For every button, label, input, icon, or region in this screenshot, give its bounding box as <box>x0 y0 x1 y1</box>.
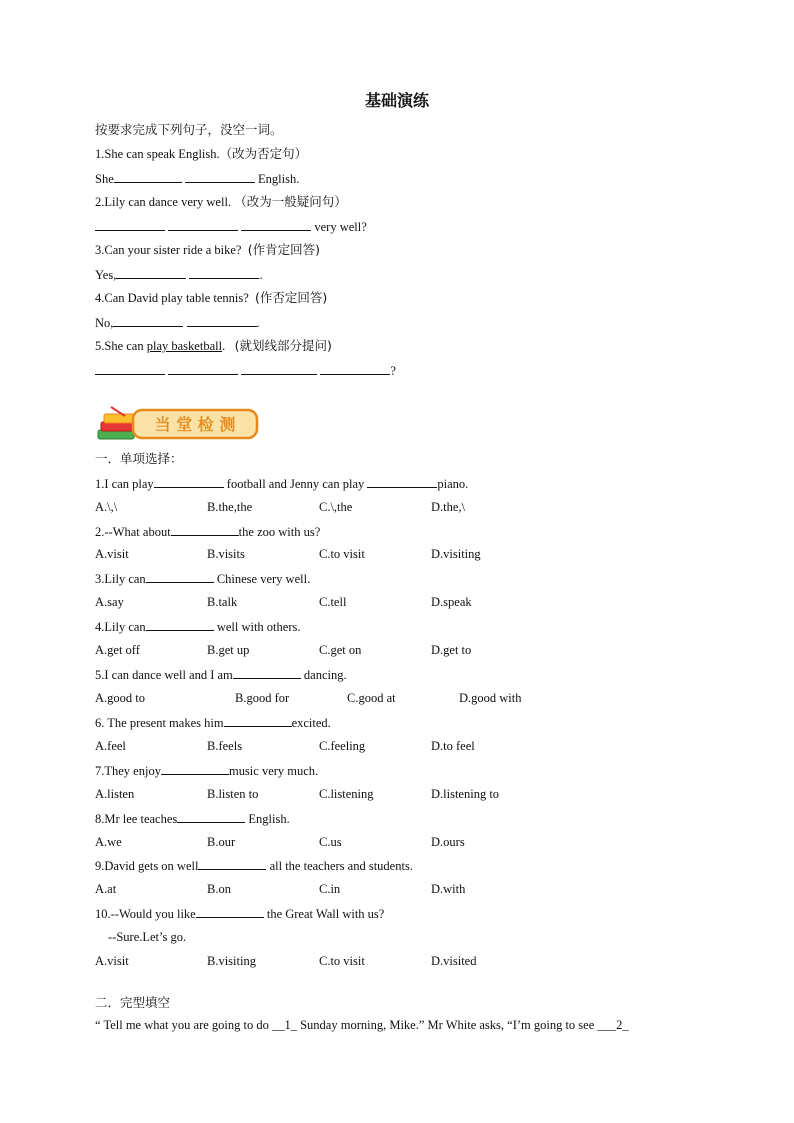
cloze-passage: “ Tell me what you are going to do __1_ Sunday morning, Mike.” Mr White asks, “I’m going to see ___2_ <box>95 1018 629 1032</box>
option-a[interactable]: A.\,\ <box>95 500 118 514</box>
answer-blank[interactable] <box>168 362 238 375</box>
transform-question-3: 3.Can your sister ride a bike? (作肯定回答) <box>95 242 320 257</box>
option-d[interactable]: D.get to <box>431 643 472 657</box>
option-a[interactable]: A.we <box>95 835 122 849</box>
answer-line-2: very well? <box>95 218 367 235</box>
answer-blank[interactable] <box>187 314 257 327</box>
transform-question-1: 1.She can speak English.（改为否定句） <box>95 146 308 161</box>
option-a[interactable]: A.listen <box>95 787 135 801</box>
option-a[interactable]: A.get off <box>95 643 140 657</box>
option-c[interactable]: C.in <box>319 882 341 896</box>
mc-question-10: 10.--Would you like the Great Wall with us? <box>95 907 385 921</box>
answer-blank[interactable] <box>146 618 214 631</box>
answer-blank[interactable] <box>95 218 165 231</box>
answer-line-3: Yes, . <box>95 268 263 282</box>
option-d[interactable]: D.the,\ <box>431 500 466 514</box>
answer-blank[interactable] <box>241 362 317 375</box>
answer-blank[interactable] <box>189 266 259 279</box>
answer-blank[interactable] <box>177 810 245 823</box>
mc-question-3: 3.Lily can Chinese very well. <box>95 572 311 586</box>
answer-blank[interactable] <box>95 362 165 375</box>
answer-blank[interactable] <box>185 170 255 183</box>
answer-line-1: She English. <box>95 172 300 186</box>
option-c[interactable]: C.us <box>319 835 342 849</box>
mc-question-2: 2.--What about the zoo with us? <box>95 525 321 539</box>
option-c[interactable]: C.tell <box>319 595 347 609</box>
option-a[interactable]: A.visit <box>95 954 129 968</box>
option-c[interactable]: C.good at <box>347 691 396 705</box>
mc-question-1: 1.I can play football and Jenny can play piano. <box>95 477 469 491</box>
option-d[interactable]: D.good with <box>459 691 522 705</box>
answer-blank[interactable] <box>168 218 238 231</box>
answer-blank[interactable] <box>241 218 311 231</box>
option-c[interactable]: C.to visit <box>319 547 365 561</box>
option-b[interactable]: B.feels <box>207 739 243 753</box>
instructions: 按要求完成下列句子，没空一词。 <box>95 122 283 137</box>
transform-question-5: 5.She can play basketball. (就划线部分提问) <box>95 338 332 353</box>
answer-blank[interactable] <box>154 475 224 488</box>
answer-blank[interactable] <box>146 570 214 583</box>
option-b[interactable]: B.listen to <box>207 787 259 801</box>
mc-question-5: 5.I can dance well and I am dancing. <box>95 668 347 682</box>
answer-blank[interactable] <box>114 170 182 183</box>
option-b[interactable]: B.good for <box>235 691 290 705</box>
option-d[interactable]: D.with <box>431 882 466 896</box>
option-d[interactable]: D.visited <box>431 954 477 968</box>
answer-blank[interactable] <box>116 266 186 279</box>
option-c[interactable]: C.feeling <box>319 739 366 753</box>
option-c[interactable]: C.get on <box>319 643 362 657</box>
answer-blank[interactable] <box>233 666 301 679</box>
option-b[interactable]: B.our <box>207 835 236 849</box>
answer-blank[interactable] <box>224 714 292 727</box>
mc-question-9: 9.David gets on well all the teachers and students. <box>95 859 413 873</box>
answer-line-4: No, . <box>95 316 260 330</box>
option-a[interactable]: A.visit <box>95 547 129 561</box>
mc-question-6: 6. The present makes him excited. <box>95 716 331 730</box>
section1-heading: 一．单项选择： <box>95 451 183 466</box>
answer-blank[interactable] <box>320 362 390 375</box>
option-c[interactable]: C.\,the <box>319 500 353 514</box>
mc-question-8: 8.Mr lee teaches English. <box>95 812 290 826</box>
option-b[interactable]: B.on <box>207 882 231 896</box>
answer-line-5: ? <box>95 362 396 379</box>
books-icon <box>98 407 135 439</box>
answer-blank[interactable] <box>161 762 229 775</box>
dialogue-reply: --Sure.Let’s go. <box>108 930 187 944</box>
option-d[interactable]: D.listening to <box>431 787 500 801</box>
answer-blank[interactable] <box>198 857 266 870</box>
transform-question-4: 4.Can David play table tennis? (作否定回答) <box>95 290 328 305</box>
mc-question-4: 4.Lily can well with others. <box>95 620 301 634</box>
option-c[interactable]: C.listening <box>319 787 374 801</box>
option-b[interactable]: B.get up <box>207 643 250 657</box>
transform-question-2: 2.Lily can dance very well. （改为一般疑问句） <box>95 194 347 209</box>
answer-blank[interactable] <box>367 475 437 488</box>
option-b[interactable]: B.talk <box>207 595 238 609</box>
option-a[interactable]: A.at <box>95 882 117 896</box>
option-a[interactable]: A.good to <box>95 691 145 705</box>
option-d[interactable]: D.visiting <box>431 547 481 561</box>
answer-blank[interactable] <box>171 523 239 536</box>
option-a[interactable]: A.feel <box>95 739 126 753</box>
banner-text: 当 堂 检 测 <box>154 415 236 434</box>
section2-heading: 二．完型填空 <box>95 995 171 1010</box>
option-c[interactable]: C.to visit <box>319 954 365 968</box>
option-b[interactable]: B.the,the <box>207 500 253 514</box>
answer-blank[interactable] <box>196 905 264 918</box>
answer-blank[interactable] <box>113 314 183 327</box>
option-b[interactable]: B.visits <box>207 547 245 561</box>
option-d[interactable]: D.speak <box>431 595 472 609</box>
option-a[interactable]: A.say <box>95 595 124 609</box>
underlined-phrase: play basketball <box>146 339 223 353</box>
option-b[interactable]: B.visiting <box>207 954 256 968</box>
mc-question-7: 7.They enjoy music very much. <box>95 764 319 778</box>
page-title: 基础演练 <box>364 91 429 110</box>
section-banner <box>95 404 260 446</box>
option-d[interactable]: D.to feel <box>431 739 475 753</box>
option-d[interactable]: D.ours <box>431 835 465 849</box>
